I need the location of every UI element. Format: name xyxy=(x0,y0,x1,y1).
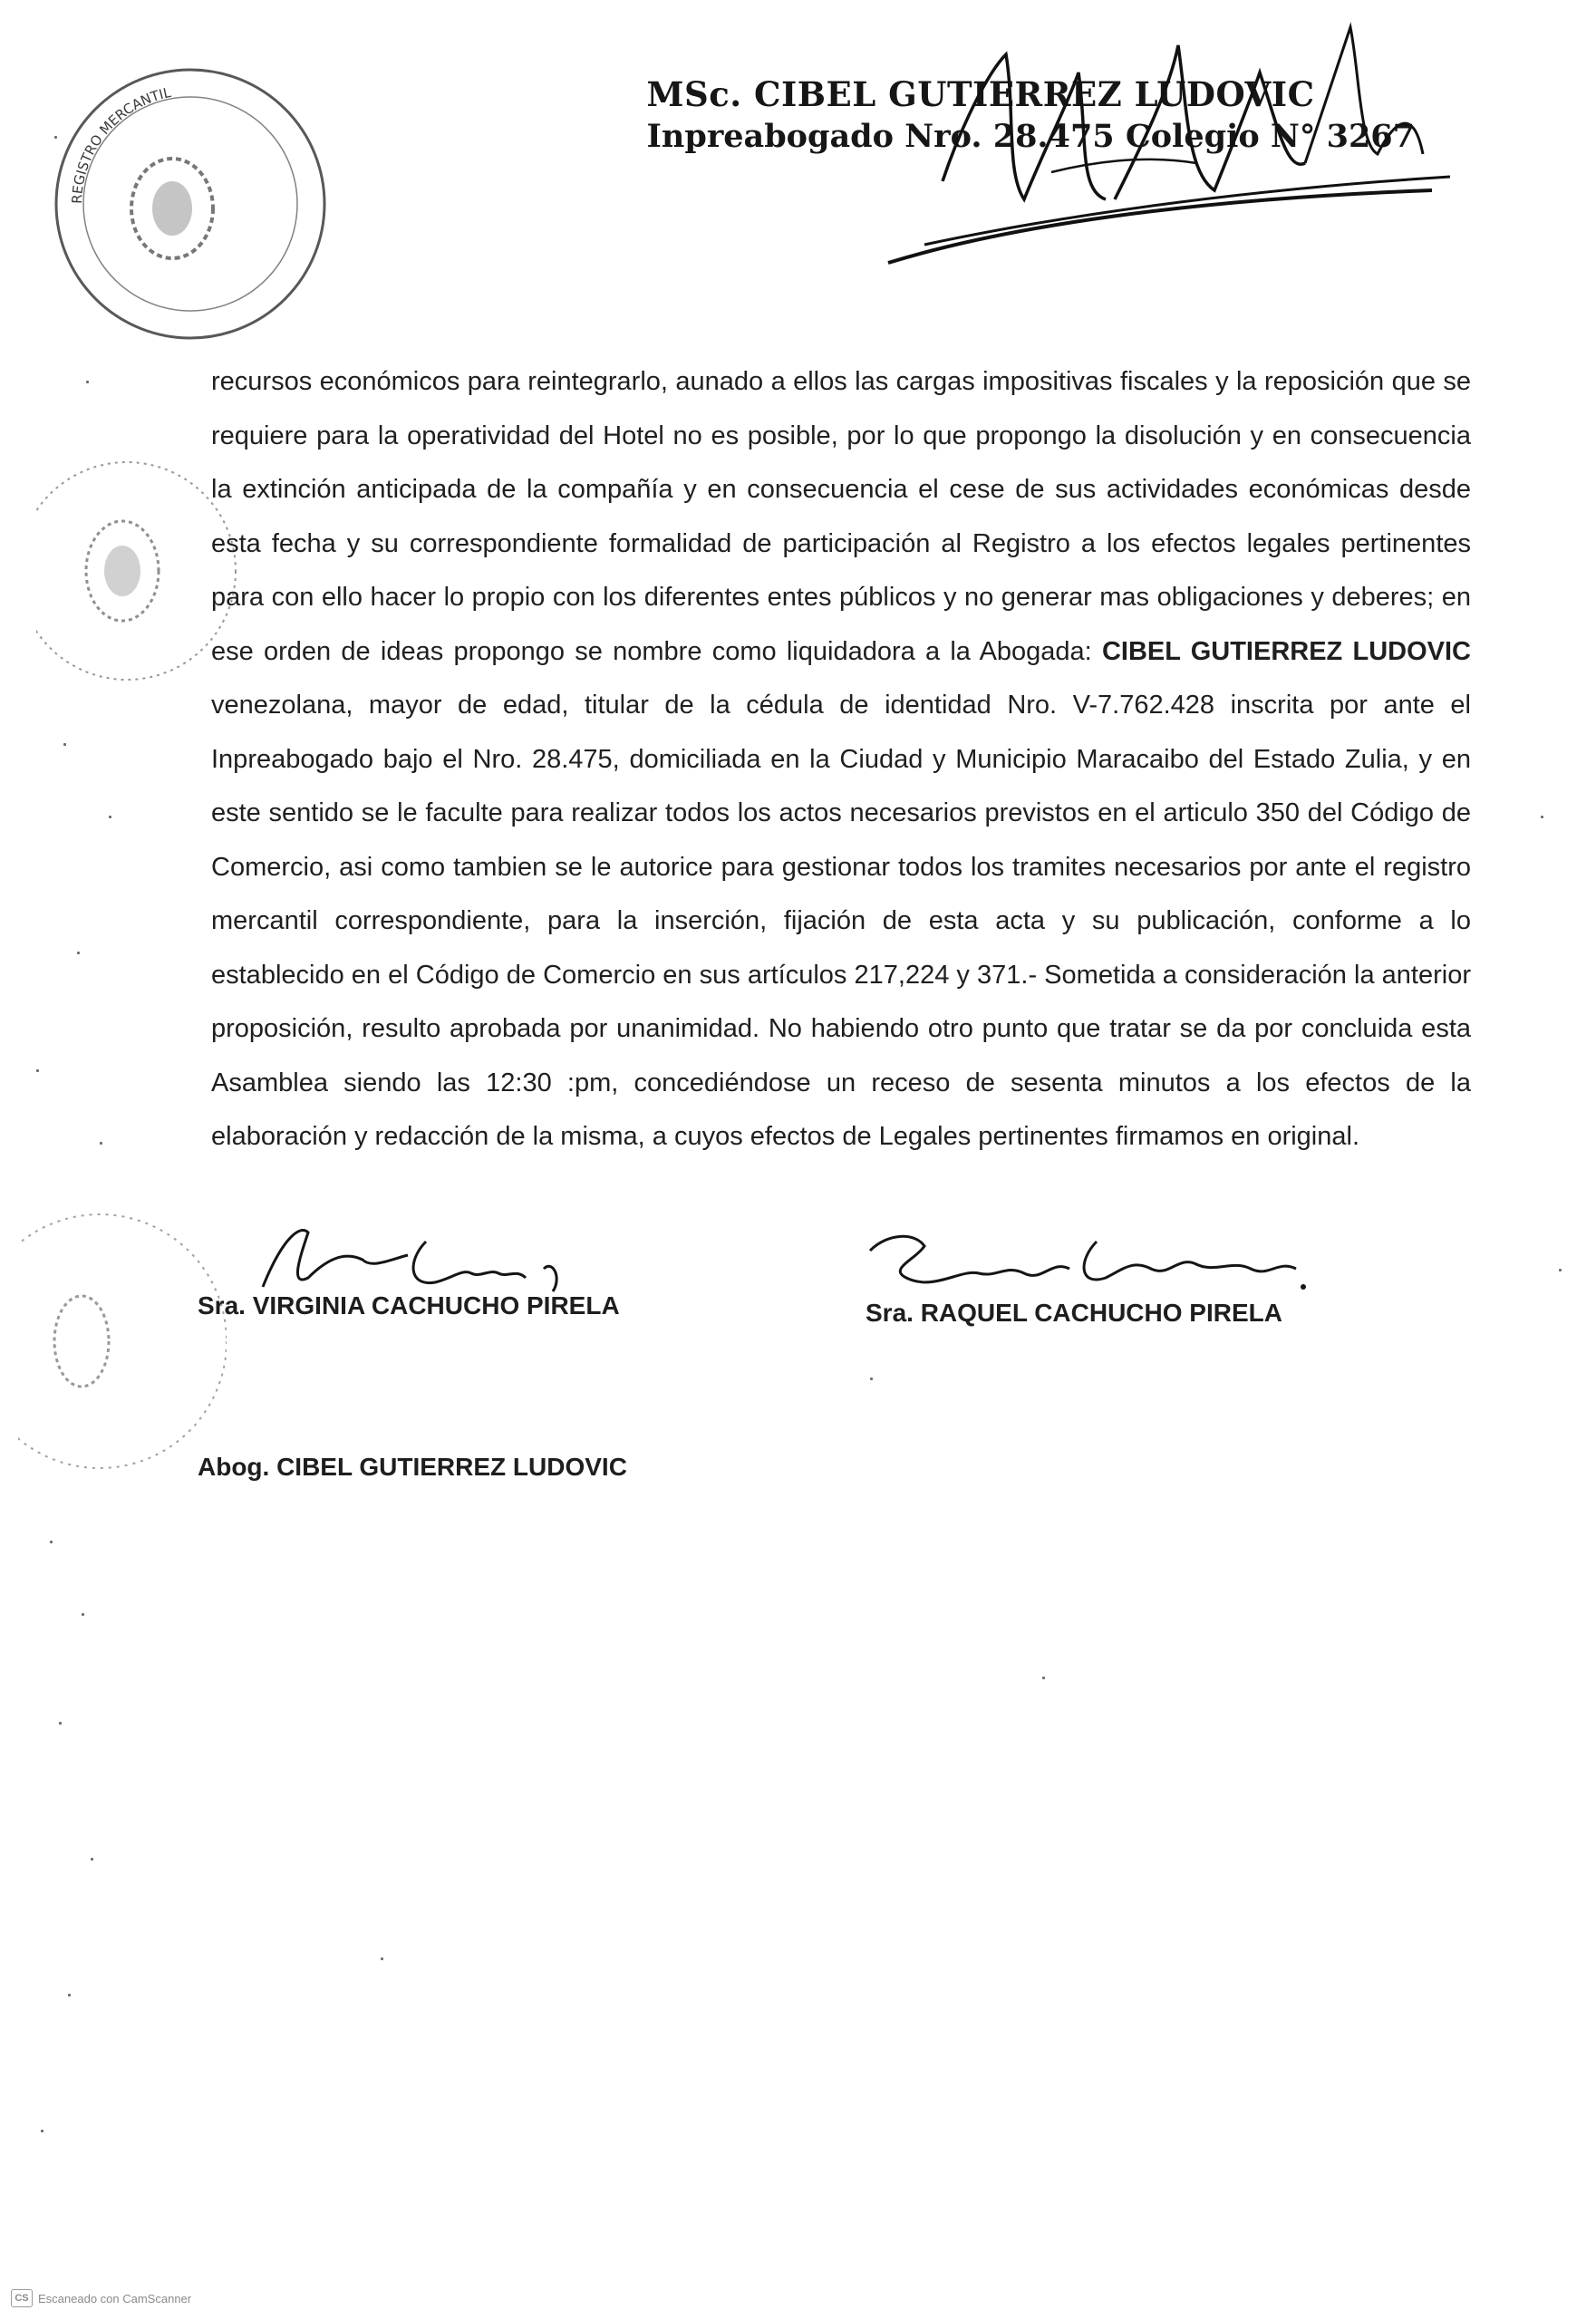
letterhead-title: MSc. CIBEL GUTIERREZ LUDOVIC xyxy=(646,74,1315,114)
letterhead-registration: Inpreabogado Nro. 28.475 Colegio N° 3267 xyxy=(646,118,1415,155)
scanner-caption: Escaneado con CamScanner xyxy=(38,2291,192,2306)
registry-stamp xyxy=(45,54,335,362)
scanner-footer xyxy=(11,2289,191,2307)
camscanner-logo: CS xyxy=(11,2289,33,2307)
signatory-raquel: Sra. RAQUEL CACHUCHO PIRELA xyxy=(866,1299,1282,1327)
signatory-virginia: Sra. VIRGINIA CACHUCHO PIRELA xyxy=(198,1291,620,1320)
liquidator-name: CIBEL GUTIERREZ LUDOVIC xyxy=(1101,636,1471,666)
registry-stamp-lower xyxy=(18,1178,227,1504)
signatory-abogada: Abog. CIBEL GUTIERREZ LUDOVIC xyxy=(198,1453,627,1481)
paragraph-part-1: recursos económicos para reintegrarlo, aunado a ellos las cargas impositivas fiscales y la reposición que se requiere para la operatividad del Hotel no es posible, por lo que propongo la disolución y en consecuencia la extinción anticipada de la compañía y en consecuencia el cese de sus actividades económicas desde esta fecha y su correspondiente formalidad de participación al Registro a los efectos legales pertinentes para con ello hacer lo propio con los diferentes entes públicos y no generar mas obligaciones y deberes; en ese orden de ideas propongo se nombre como liquidadora a la Abogada: xyxy=(211,367,1471,666)
paragraph-part-2: venezolana, mayor de edad, titular de la cédula de identidad Nro. V-7.762.428 inscrita por ante el Inpreabogado bajo el Nro. 28.475, domiciliada en la Ciudad y Municipio Maracaibo del Estado Zulia, y en este sentido se le faculte para realizar todos los actos necesarios previstos en el articulo 350 del Código de Comercio, asi como tambien se le autorice para gestionar todos los tramites necesarios por ante el registro mercantil correspondiente, para la inserción, fijación de esta acta y su publicación, conforme a lo establecido en el Código de Comercio en sus artículos 217,224 y 371.- Sometida a consideración la anterior proposición, resulto aprobada por unanimidad. No habiendo otro punto que tratar se da por concluida esta Asamblea siendo las 12:30 :pm, concediéndose un receso de sesenta minutos a los efectos de la elaboración y redacción de la misma, a cuyos efectos de Legales pertinentes firmamos en original. xyxy=(211,691,1471,1151)
letterhead-signature xyxy=(870,18,1486,290)
stamp-text: REGISTRO MERCANTIL xyxy=(68,83,173,205)
signature-raquel xyxy=(852,1205,1323,1305)
minutes-paragraph xyxy=(211,355,1471,1165)
